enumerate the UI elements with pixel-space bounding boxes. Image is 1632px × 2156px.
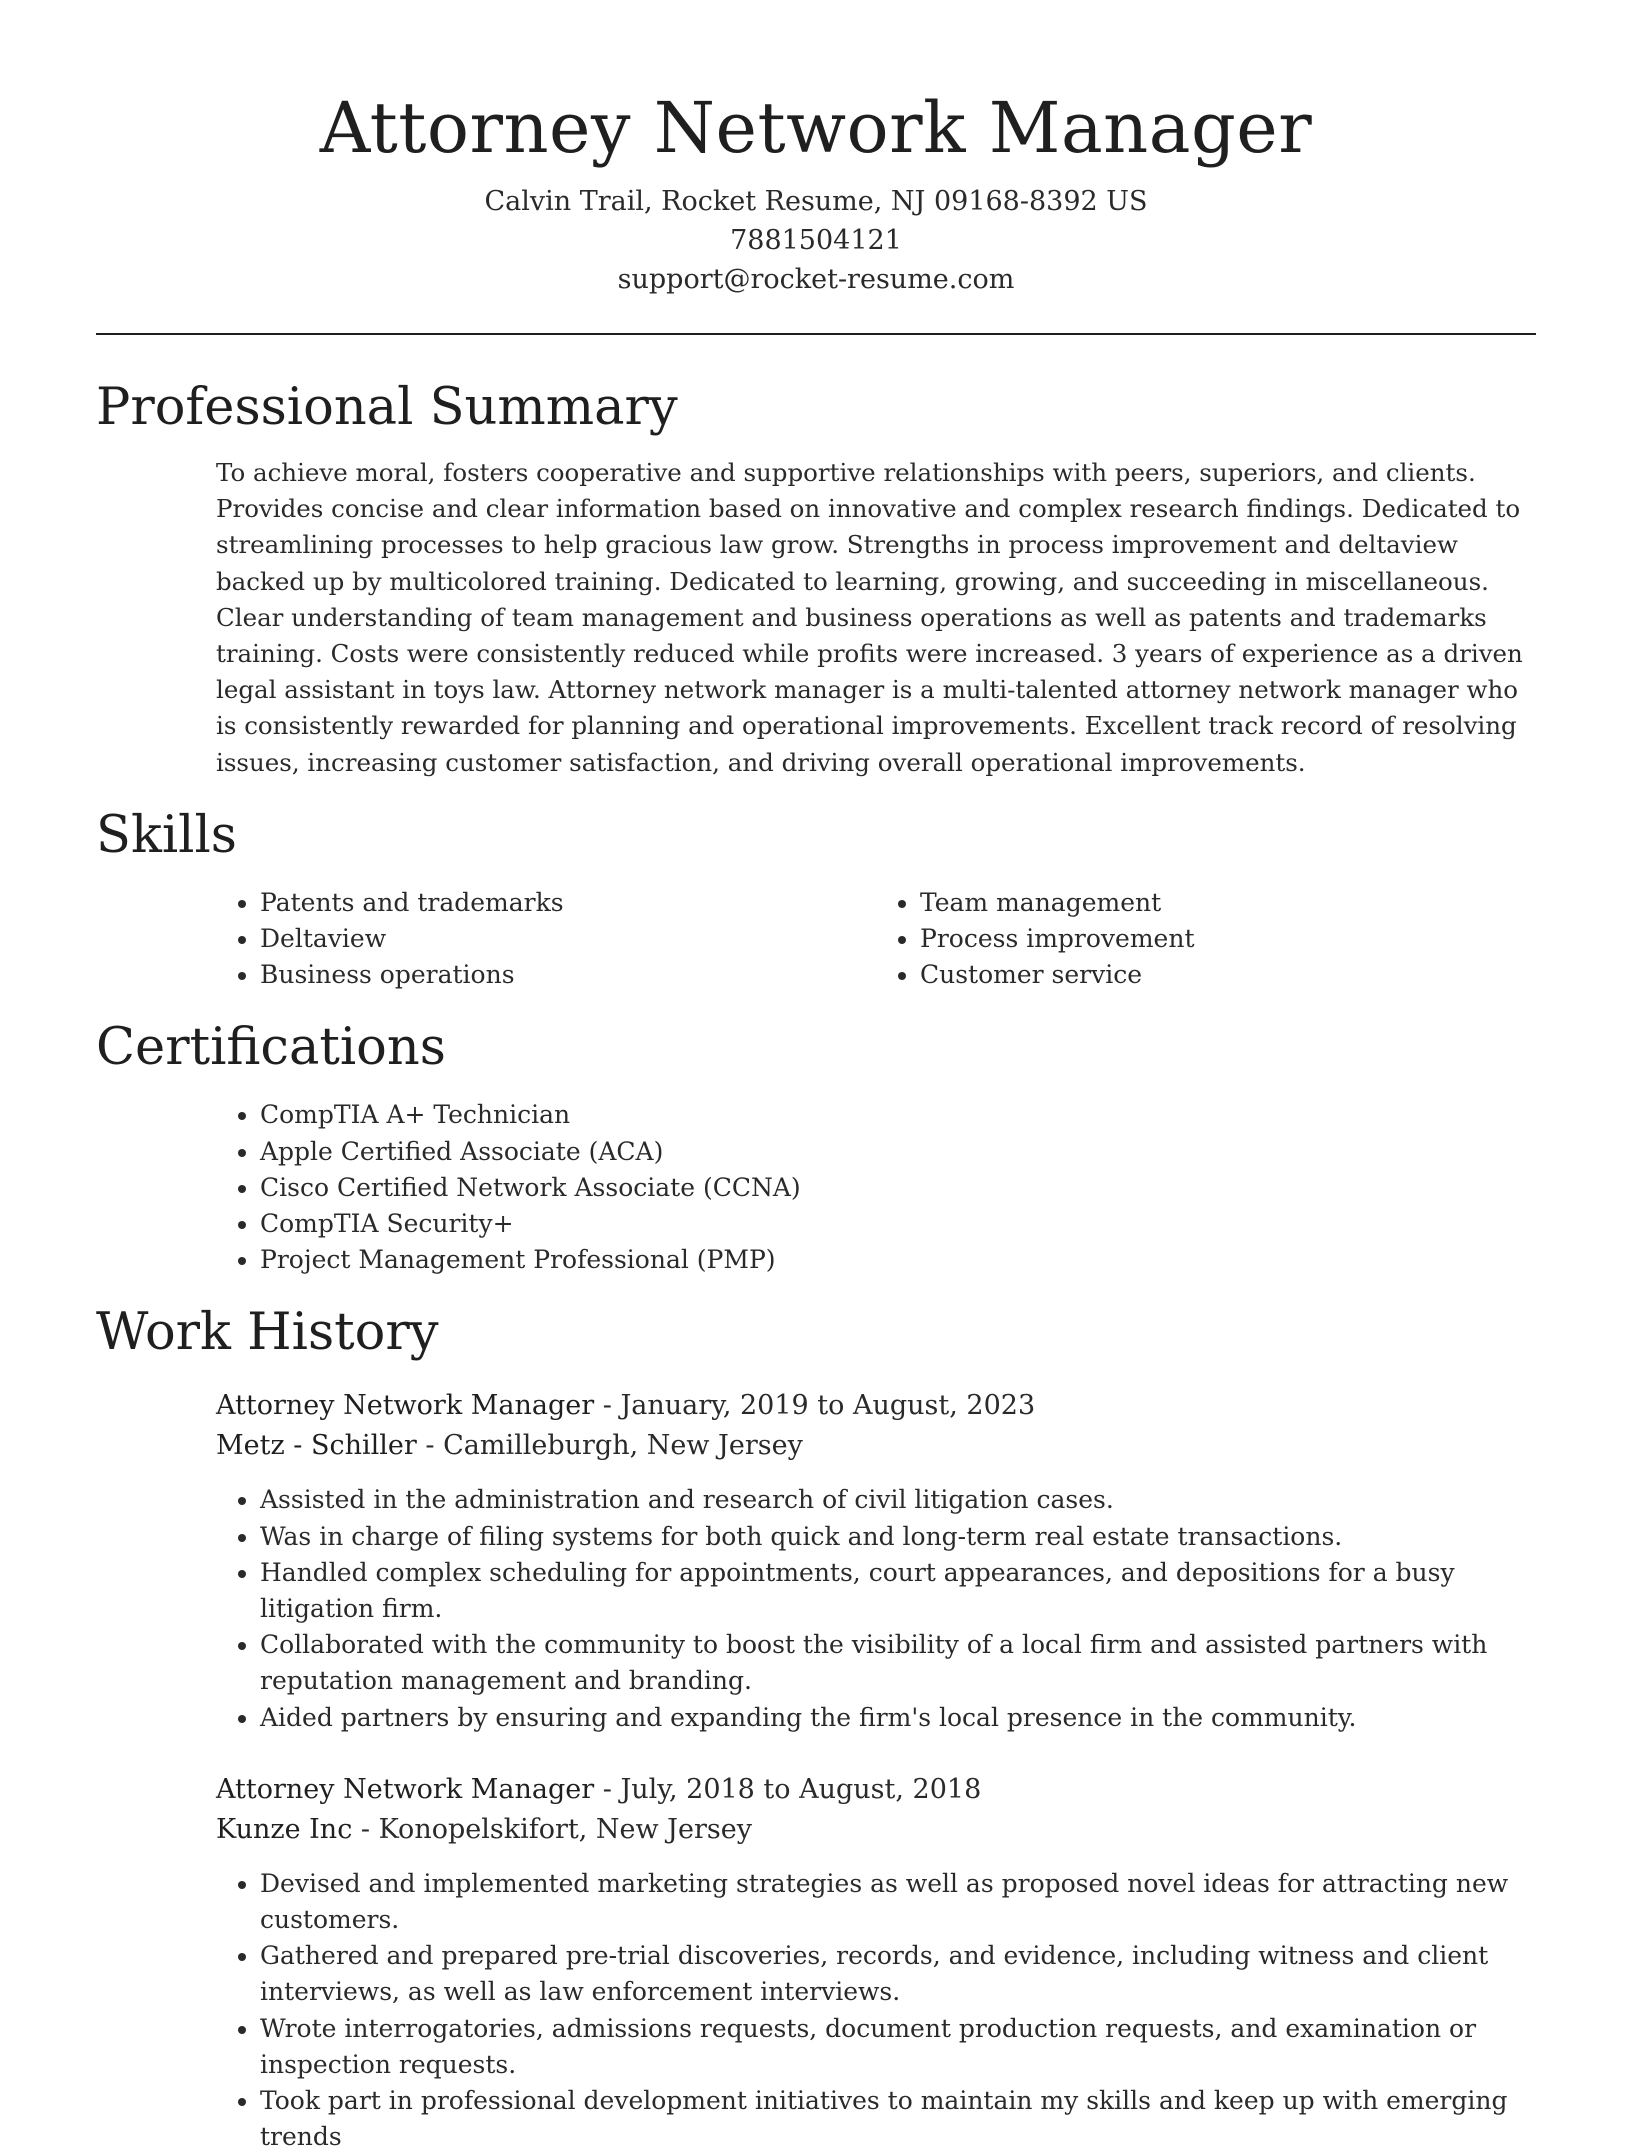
job-company: Metz - Schiller (216, 1430, 417, 1462)
job-bullet: • Was in charge of filing systems for both quick and long-term real estate transactions. (260, 1519, 1536, 1555)
certification-item: • Cisco Certified Network Associate (CCNA) (260, 1170, 1536, 1206)
skill-item: • Customer service (920, 957, 1536, 993)
skills-section (96, 803, 1536, 994)
job-bullet: • Handled complex scheduling for appointments, court appearances, and depositions for a busy litigation firm. (260, 1555, 1536, 1627)
job-entry (216, 1386, 1536, 1466)
skill-item: • Deltaview (260, 921, 876, 957)
skill-item: • Team management (920, 885, 1536, 921)
job-bullet: • Assisted in the administration and research of civil litigation cases. (260, 1482, 1536, 1518)
professional-summary-section (96, 375, 1536, 781)
job-title-line (216, 1386, 1536, 1426)
skills-column-1 (96, 885, 876, 994)
job-dates: - July, 2018 to August, 2018 (594, 1773, 982, 1805)
certifications-list (96, 1097, 1536, 1278)
job-bullet: • Gathered and prepared pre-trial discoveries, records, and evidence, including witness and client interviews, as well as law enforcement interviews. (260, 1938, 1536, 2010)
resume-page (96, 0, 1536, 2156)
certifications-section (96, 1015, 1536, 1278)
job-company-line (216, 1810, 1536, 1850)
work-history-section (96, 1300, 1536, 2155)
skill-item: • Patents and trademarks (260, 885, 876, 921)
phone: 7881504121 (730, 225, 902, 256)
address: Calvin Trail, Rocket Resume, NJ 09168-8392 US (484, 186, 1148, 217)
job-bullets (96, 1866, 1536, 2156)
job-bullet: • Collaborated with the community to boost the visibility of a local firm and assisted partners with reputation management and branding. (260, 1627, 1536, 1699)
job-dates: - January, 2019 to August, 2023 (594, 1390, 1036, 1422)
job-location: - Konopelskifort, New Jersey (352, 1813, 752, 1845)
job-title: Attorney Network Manager (216, 1390, 595, 1422)
job-entry (216, 1770, 1536, 1850)
skills-column-2 (876, 885, 1536, 994)
contact-info (96, 182, 1536, 299)
email: support@rocket-resume.com (617, 264, 1015, 295)
header-divider (96, 333, 1536, 335)
job-location: - Camilleburgh, New Jersey (416, 1430, 803, 1462)
job-bullet: • Took part in professional development initiatives to maintain my skills and keep up with emerging trends (260, 2083, 1536, 2155)
resume-header (96, 0, 1536, 299)
section-title-certifications: Certifications (96, 1018, 446, 1078)
section-title-skills: Skills (96, 805, 237, 865)
skill-item: • Business operations (260, 957, 876, 993)
section-title-summary: Professional Summary (96, 378, 678, 437)
job-title-line (216, 1770, 1536, 1810)
certification-item: • CompTIA Security+ (260, 1206, 1536, 1242)
job-company: Kunze Inc (216, 1813, 353, 1845)
certification-item: • Project Management Professional (PMP) (260, 1242, 1536, 1278)
job-bullets (96, 1482, 1536, 1735)
candidate-name: Attorney Network Manager (319, 87, 1313, 169)
skills-grid (96, 885, 1536, 994)
job-company-line (216, 1426, 1536, 1466)
summary-text: To achieve moral, fosters cooperative and supportive relationships with peers, superiors, and clients. Provides concise and clear information based on innovative and complex research findings. Dedicated to streamlining processes to help gracious law grow. Strengths in process improvement and deltaview backed up by multicolored training. Dedicated to learning, growing, and succeeding in miscellaneous. Clear understanding of team management and business operations as well as patents and trademarks training. Costs were consistently reduced while profits were increased. 3 years of experience as a driven legal assistant in toys law. Attorney network manager is a multi-talented attorney network manager who is consistently rewarded for planning and operational improvements. Excellent track record of resolving issues, increasing customer satisfaction, and driving overall operational improvements. (216, 458, 1523, 777)
job-title: Attorney Network Manager (216, 1773, 595, 1805)
job-bullet: • Aided partners by ensuring and expanding the firm's local presence in the community. (260, 1700, 1536, 1736)
skill-item: • Process improvement (920, 921, 1536, 957)
job-bullet: • Wrote interrogatories, admissions requests, document production requests, and examination or inspection requests. (260, 2011, 1536, 2083)
section-title-work-history: Work History (96, 1303, 439, 1363)
job-bullet: • Devised and implemented marketing strategies as well as proposed novel ideas for attracting new customers. (260, 1866, 1536, 1938)
certification-item: • Apple Certified Associate (ACA) (260, 1134, 1536, 1170)
certification-item: • CompTIA A+ Technician (260, 1097, 1536, 1133)
